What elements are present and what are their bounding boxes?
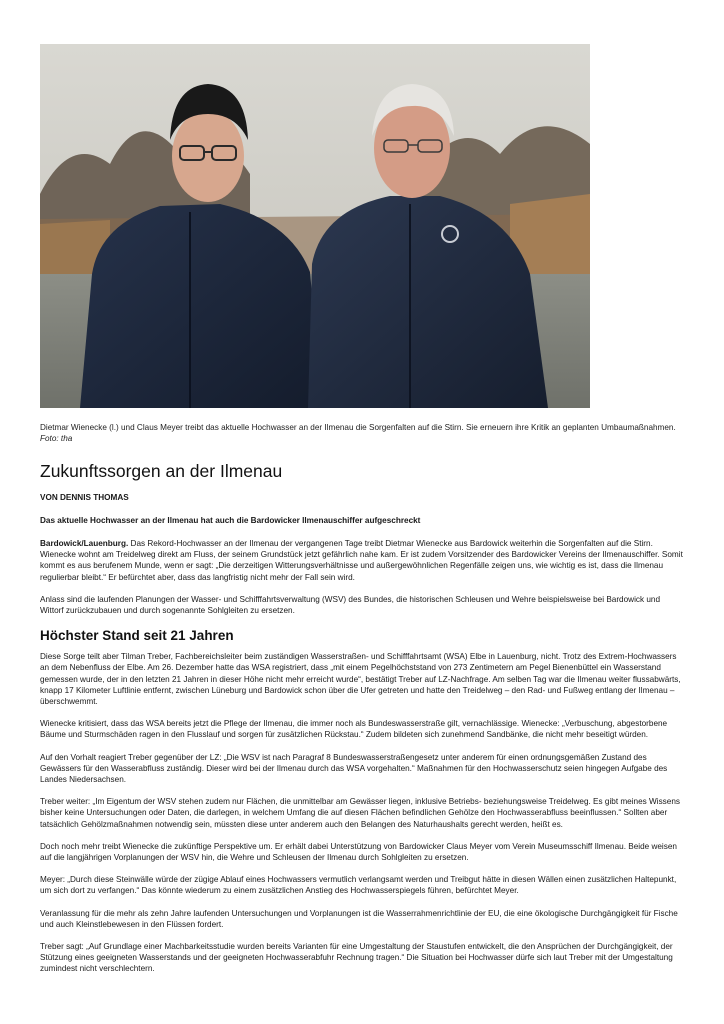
- paragraph-7: Doch noch mehr treibt Wienecke die zukünftige Perspektive um. Er erhält dabei Unterstützung von Bardowicker Claus Meyer vom Verein Museumsschiff Ilmenau. Beide weisen auf die langjährigen Vorplanungen der WSV hin, die Wehre und Schleusen der Ilmenau durch Sohlgleiten zu ersetzen.: [40, 841, 677, 863]
- paragraph-1-text: Das Rekord-Hochwasser an der Ilmenau der vergangenen Tage treibt Dietmar Wienecke aus Bardowick weiterhin die Sorgenfalten auf die Stirn. Wienecke wohnt am Treidelweg direkt am Fluss, der seinem Grundstück jetzt gefährlich nahe kam. Er ist zudem Vorsitzender des Bardowicker Vereins der Ilmenauschiffer. Somit kommt es aus berufenem Munde, wenn er sagt: „Die derzeitigen Witterungsverhältnisse und außergewöhnlichen Regenfälle zeigen uns, wie wichtig es ist, dass die Ilmenau regulierbar bleibt.“ Er befürchtet aber, dass das langfristig nicht mehr der Fall sein wird.: [40, 539, 683, 582]
- paragraph-3: Diese Sorge teilt aber Tilman Treber, Fachbereichsleiter beim zuständigen Wasserstraßen- und Schifffahrtsamt (WSA) Elbe in Lauenburg, nicht. Trotz des Extrem-Hochwassers an dem Nebenfluss der Elbe. Am 26. Dezember hatte das WSA registriert, dass „mit einem Pegelhöchststand von 273 Zentimetern am Pegel Bienenbüttel ein Wasserstand gemessen wurde, der in den letzten 21 Jahren in dieser Höhe nicht mehr erreicht wurde“, bestätigt Treber auf LZ-Nachfrage. Am selben Tag war die Ilmenau weiter flussabwärts, knapp 17 Kilometer Luftlinie entfernt, zwischen Lüneburg und Bardowick schon über die Ufer getreten und hatte den Treidelweg – den Rad- und Fußweg entlang der Ilmenau – überschwemmt.: [40, 652, 681, 707]
- paragraph-9: Veranlassung für die mehr als zehn Jahre laufenden Untersuchungen und Vorplanungen ist die Wasserrahmenrichtlinie der EU, die eine ökologische Durchgängigkeit für Fische und auch Kleinstlebewesen in den Flüssen fordert.: [40, 908, 678, 929]
- paragraph-8: Meyer: „Durch diese Steinwälle würde der zügige Ablauf eines Hochwassers vermutlich verlangsamt werden und Treibgut hätte in diesen Wällen einen zusätzlichen Haltepunkt, um sich dort zu verfangen.“ Das könnte wiederum zu einem zusätzlichen Anstieg des Hochwasserspiegels führen, befürchtet Meyer.: [40, 875, 677, 896]
- dateline: Bardowick/Lauenburg.: [40, 539, 129, 548]
- photo-credit: Foto: tha: [40, 434, 73, 443]
- article-teaser: Das aktuelle Hochwasser an der Ilmenau hat auch die Bardowicker Ilmenauschiffer aufgeschreckt: [40, 516, 421, 525]
- paragraph-5: Auf den Vorhalt reagiert Treber gegenüber der LZ: „Die WSV ist nach Paragraf 8 Bundeswasserstraßengesetz unter anderem für einen ordnungsgemäßen Zustand des Gewässers für den Wasserabfluss zuständig. Dieser wird bei der Ilmenau durch das WSA vorgehalten.“ Maßnahmen für den Hochwasserschutz seien hingegen Aufgabe des Landes Niedersachsen.: [40, 752, 668, 785]
- paragraph-10: Treber sagt: „Auf Grundlage einer Machbarkeitsstudie wurden bereits Varianten für eine Umgestaltung der Staustufen entwickelt, die den Ansprüchen der Durchgängigkeit, der Stützung eines geeigneten Wasserstands und der geeigneten Hochwasserabfuhr Rechnung tragen.“ Die Situation bei Hochwasser dürfe sich laut Treber mit der Umgestaltung zumindest nicht verschlechtern.: [40, 942, 673, 974]
- paragraph-6: Treber weiter: „Im Eigentum der WSV stehen zudem nur Flächen, die unmittelbar am Gewässer liegen, inklusive Betriebs- beziehungsweise Treidelweg. Es gibt meines Wissens bisher keine Untersuchungen oder Daten, die darlegen, in welchem Umfang die auf diesen Flächen befindlichen Gehölze den Hochwasserabfluss beeinflussen.“ Sollten aber tatsächlich Gehölzmaßnahmen notwendig sein, müssten diese unter anderem auch den Belangen des Naturhaushalts gerecht werden, heißt es.: [40, 797, 680, 829]
- subheadline: Höchster Stand seit 21 Jahren: [40, 628, 234, 644]
- article-byline: VON DENNIS THOMAS: [40, 493, 129, 502]
- paragraph-4: Wienecke kritisiert, dass das WSA bereits jetzt die Pflege der Ilmenau, die immer noch als Bundeswasserstraße gilt, vernachlässige. Wienecke: „Verbuschung, abgestorbene Bäume und Sturmschäden ragen in den Flusslauf und sorgen für zusätzlichen Rückstau.“ Zudem bildeten sich zunehmend Sandbänke, die nicht mehr beseitigt würden.: [40, 719, 668, 740]
- article-headline: Zukunftssorgen an der Ilmenau: [40, 461, 283, 481]
- article-body: [40, 538, 685, 986]
- article-photo: [40, 44, 590, 408]
- paragraph-1: [40, 538, 685, 583]
- caption-text: Dietmar Wienecke (l.) und Claus Meyer treibt das aktuelle Hochwasser an der Ilmenau die Sorgenfalten auf die Stirn. Sie erneuern ihre Kritik an geplanten Umbaumaßnahmen.: [40, 423, 676, 432]
- paragraph-2: Anlass sind die laufenden Planungen der Wasser- und Schifffahrtsverwaltung (WSV) des Bundes, die historischen Schleusen und Wehre beispielsweise bei Bardowick und Wittorf zurückzubauen und durch sogenannte Sohlgleiten zu ersetzen.: [40, 594, 661, 616]
- photo-caption: [40, 422, 680, 444]
